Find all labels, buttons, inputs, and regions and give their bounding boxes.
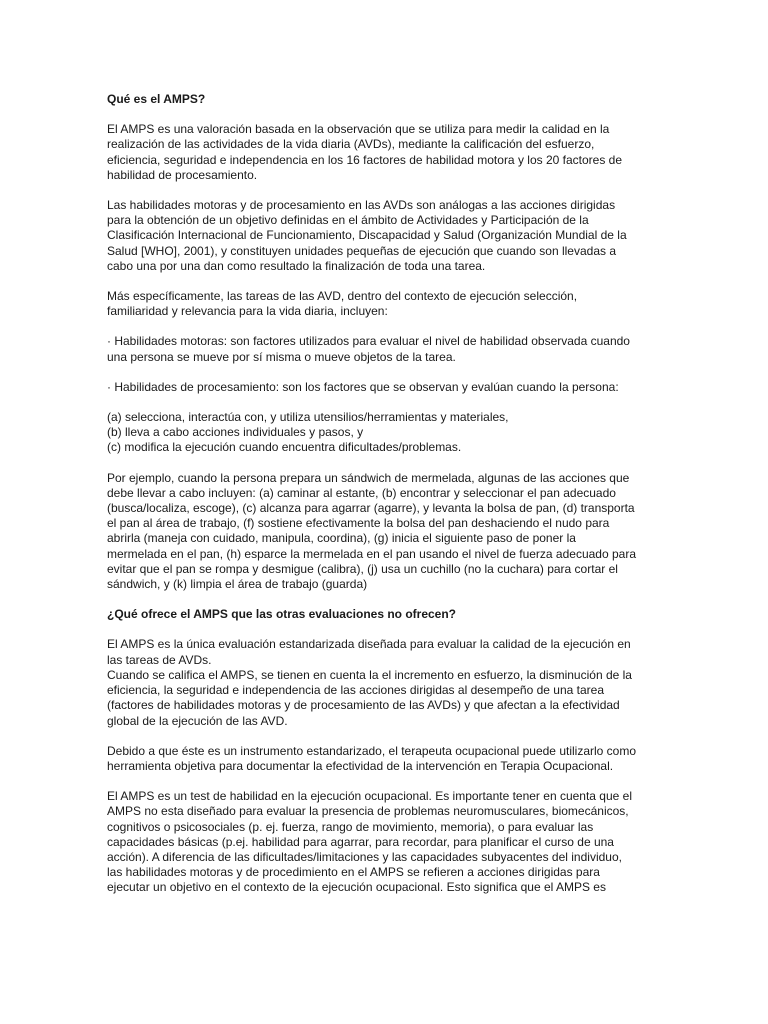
- paragraph: [107, 198, 667, 274]
- text-line: Por ejemplo, cuando la persona prepara un sándwich de mermelada, algunas de las acciones que: [107, 470, 630, 485]
- text-line: (a) selecciona, interactúa con, y utiliza utensilios/herramientas y materiales,: [107, 410, 509, 425]
- text-line: habilidad de procesamiento.: [107, 167, 258, 182]
- text-line: (c) modifica la ejecución cuando encuentra dificultades/problemas.: [107, 440, 462, 455]
- text-line: · Habilidades de procesamiento: son los factores que se observan y evalúan cuando la persona:: [107, 379, 619, 394]
- text-line: capacidades básicas (p.ej. habilidad para agarrar, para recordar, para planificar el curso de una: [107, 834, 614, 849]
- text-line: eficiencia, seguridad e independencia en los 16 factores de habilidad motora y los 20 factores de: [107, 152, 622, 167]
- text-line: global de la ejecución de las AVD.: [107, 713, 288, 728]
- paragraph: [107, 380, 667, 395]
- paragraph: [107, 334, 667, 364]
- document-page: [107, 92, 667, 911]
- text-line: evitar que el pan se rompa y desmigue (calibra), (j) usa un cuchillo (no la cuchara) para cortar el: [107, 561, 618, 576]
- paragraph: [107, 289, 667, 319]
- paragraph: [107, 410, 667, 456]
- text-line: (b) lleva a cabo acciones individuales y pasos, y: [107, 425, 364, 440]
- paragraph: [107, 122, 667, 183]
- section-heading: [107, 607, 667, 622]
- text-line: Salud [WHO], 2001), y constituyen unidades pequeñas de ejecución que cuando son llevadas a: [107, 243, 617, 258]
- text-line: El AMPS es la única evaluación estandarizada diseñada para evaluar la calidad de la ejecución en: [107, 637, 631, 652]
- paragraph: [107, 789, 667, 895]
- text-line: Más específicamente, las tareas de las AVD, dentro del contexto de ejecución selección,: [107, 289, 578, 304]
- text-line: ¿Qué ofrece el AMPS que las otras evaluaciones no ofrecen?: [107, 607, 456, 622]
- text-line: eficiencia, la seguridad e independencia de las acciones dirigidas al desempeño de una tarea: [107, 683, 605, 698]
- paragraph: [107, 637, 667, 728]
- text-line: abrirla (maneja con cuidado, manipula, coordina), (g) inicia el siguiente paso de poner la: [107, 531, 576, 546]
- text-line: cognitivos o psicosociales (p. ej. fuerza, rango de movimiento, memoria), o para evaluar las: [107, 819, 594, 834]
- text-line: cabo una por una dan como resultado la finalización de toda una tarea.: [107, 258, 486, 273]
- text-line: · Habilidades motoras: son factores utilizados para evaluar el nivel de habilidad observada cuando: [107, 334, 630, 349]
- text-line: realización de las actividades de la vida diaria (AVDs), mediante la calificación del esfuerzo,: [107, 137, 595, 152]
- text-line: debe llevar a cabo incluyen: (a) caminar al estante, (b) encontrar y seleccionar el pan adecuado: [107, 485, 616, 500]
- text-line: ejecutar un objetivo en el contexto de la ejecución ocupacional. Esto significa que el AMPS es: [107, 880, 606, 895]
- text-line: Debido a que éste es un instrumento estandarizado, el terapeuta ocupacional puede utilizarlo como: [107, 743, 637, 758]
- text-line: familiaridad y relevancia para la vida diaria, incluyen:: [107, 304, 388, 319]
- text-line: Clasificación Internacional de Funcionamiento, Discapacidad y Salud (Organización Mundial de la: [107, 228, 627, 243]
- text-line: para la obtención de un objetivo definidas en el ámbito de Actividades y Participación de la: [107, 213, 589, 228]
- text-line: mermelada en el pan, (h) esparce la mermelada en el pan usando el nivel de fuerza adecuado para: [107, 546, 636, 561]
- paragraph: [107, 471, 667, 593]
- text-line: (busca/localiza, escoge), (c) alcanza para agarrar (agarre), y levanta la bolsa de pan, (d) transporta: [107, 501, 635, 516]
- text-line: El AMPS es una valoración basada en la observación que se utiliza para medir la calidad en la: [107, 122, 610, 137]
- section-heading: [107, 92, 667, 107]
- text-line: Qué es el AMPS?: [107, 92, 206, 106]
- text-line: una persona se mueve por sí misma o mueve objetos de la tarea.: [107, 349, 456, 364]
- text-line: acción). A diferencia de las dificultades/limitaciones y las capacidades subyacentes del individuo,: [107, 849, 622, 864]
- text-line: Las habilidades motoras y de procesamiento en las AVDs son análogas a las acciones dirigidas: [107, 198, 616, 213]
- text-line: el pan al área de trabajo, (f) sostiene efectivamente la bolsa del pan deshaciendo el nudo para: [107, 516, 610, 531]
- text-line: sándwich, y (k) limpia el área de trabajo (guarda): [107, 577, 368, 592]
- text-line: herramienta objetiva para documentar la efectividad de la intervención en Terapia Ocupacional.: [107, 758, 614, 773]
- text-line: las habilidades motoras y de procedimiento en el AMPS se refieren a acciones dirigidas para: [107, 865, 600, 880]
- text-line: (factores de habilidades motoras y de procesamiento de las AVDs) y que afectan a la efectividad: [107, 698, 620, 713]
- text-line: Cuando se califica el AMPS, se tienen en cuenta la el incremento en esfuerzo, la disminución de la: [107, 667, 632, 682]
- paragraph: [107, 744, 667, 774]
- text-line: El AMPS es un test de habilidad en la ejecución ocupacional. Es importante tener en cuenta que el: [107, 789, 633, 804]
- text-line: las tareas de AVDs.: [107, 652, 212, 667]
- text-line: AMPS no esta diseñado para evaluar la presencia de problemas neuromusculares, biomecánicos,: [107, 804, 629, 819]
